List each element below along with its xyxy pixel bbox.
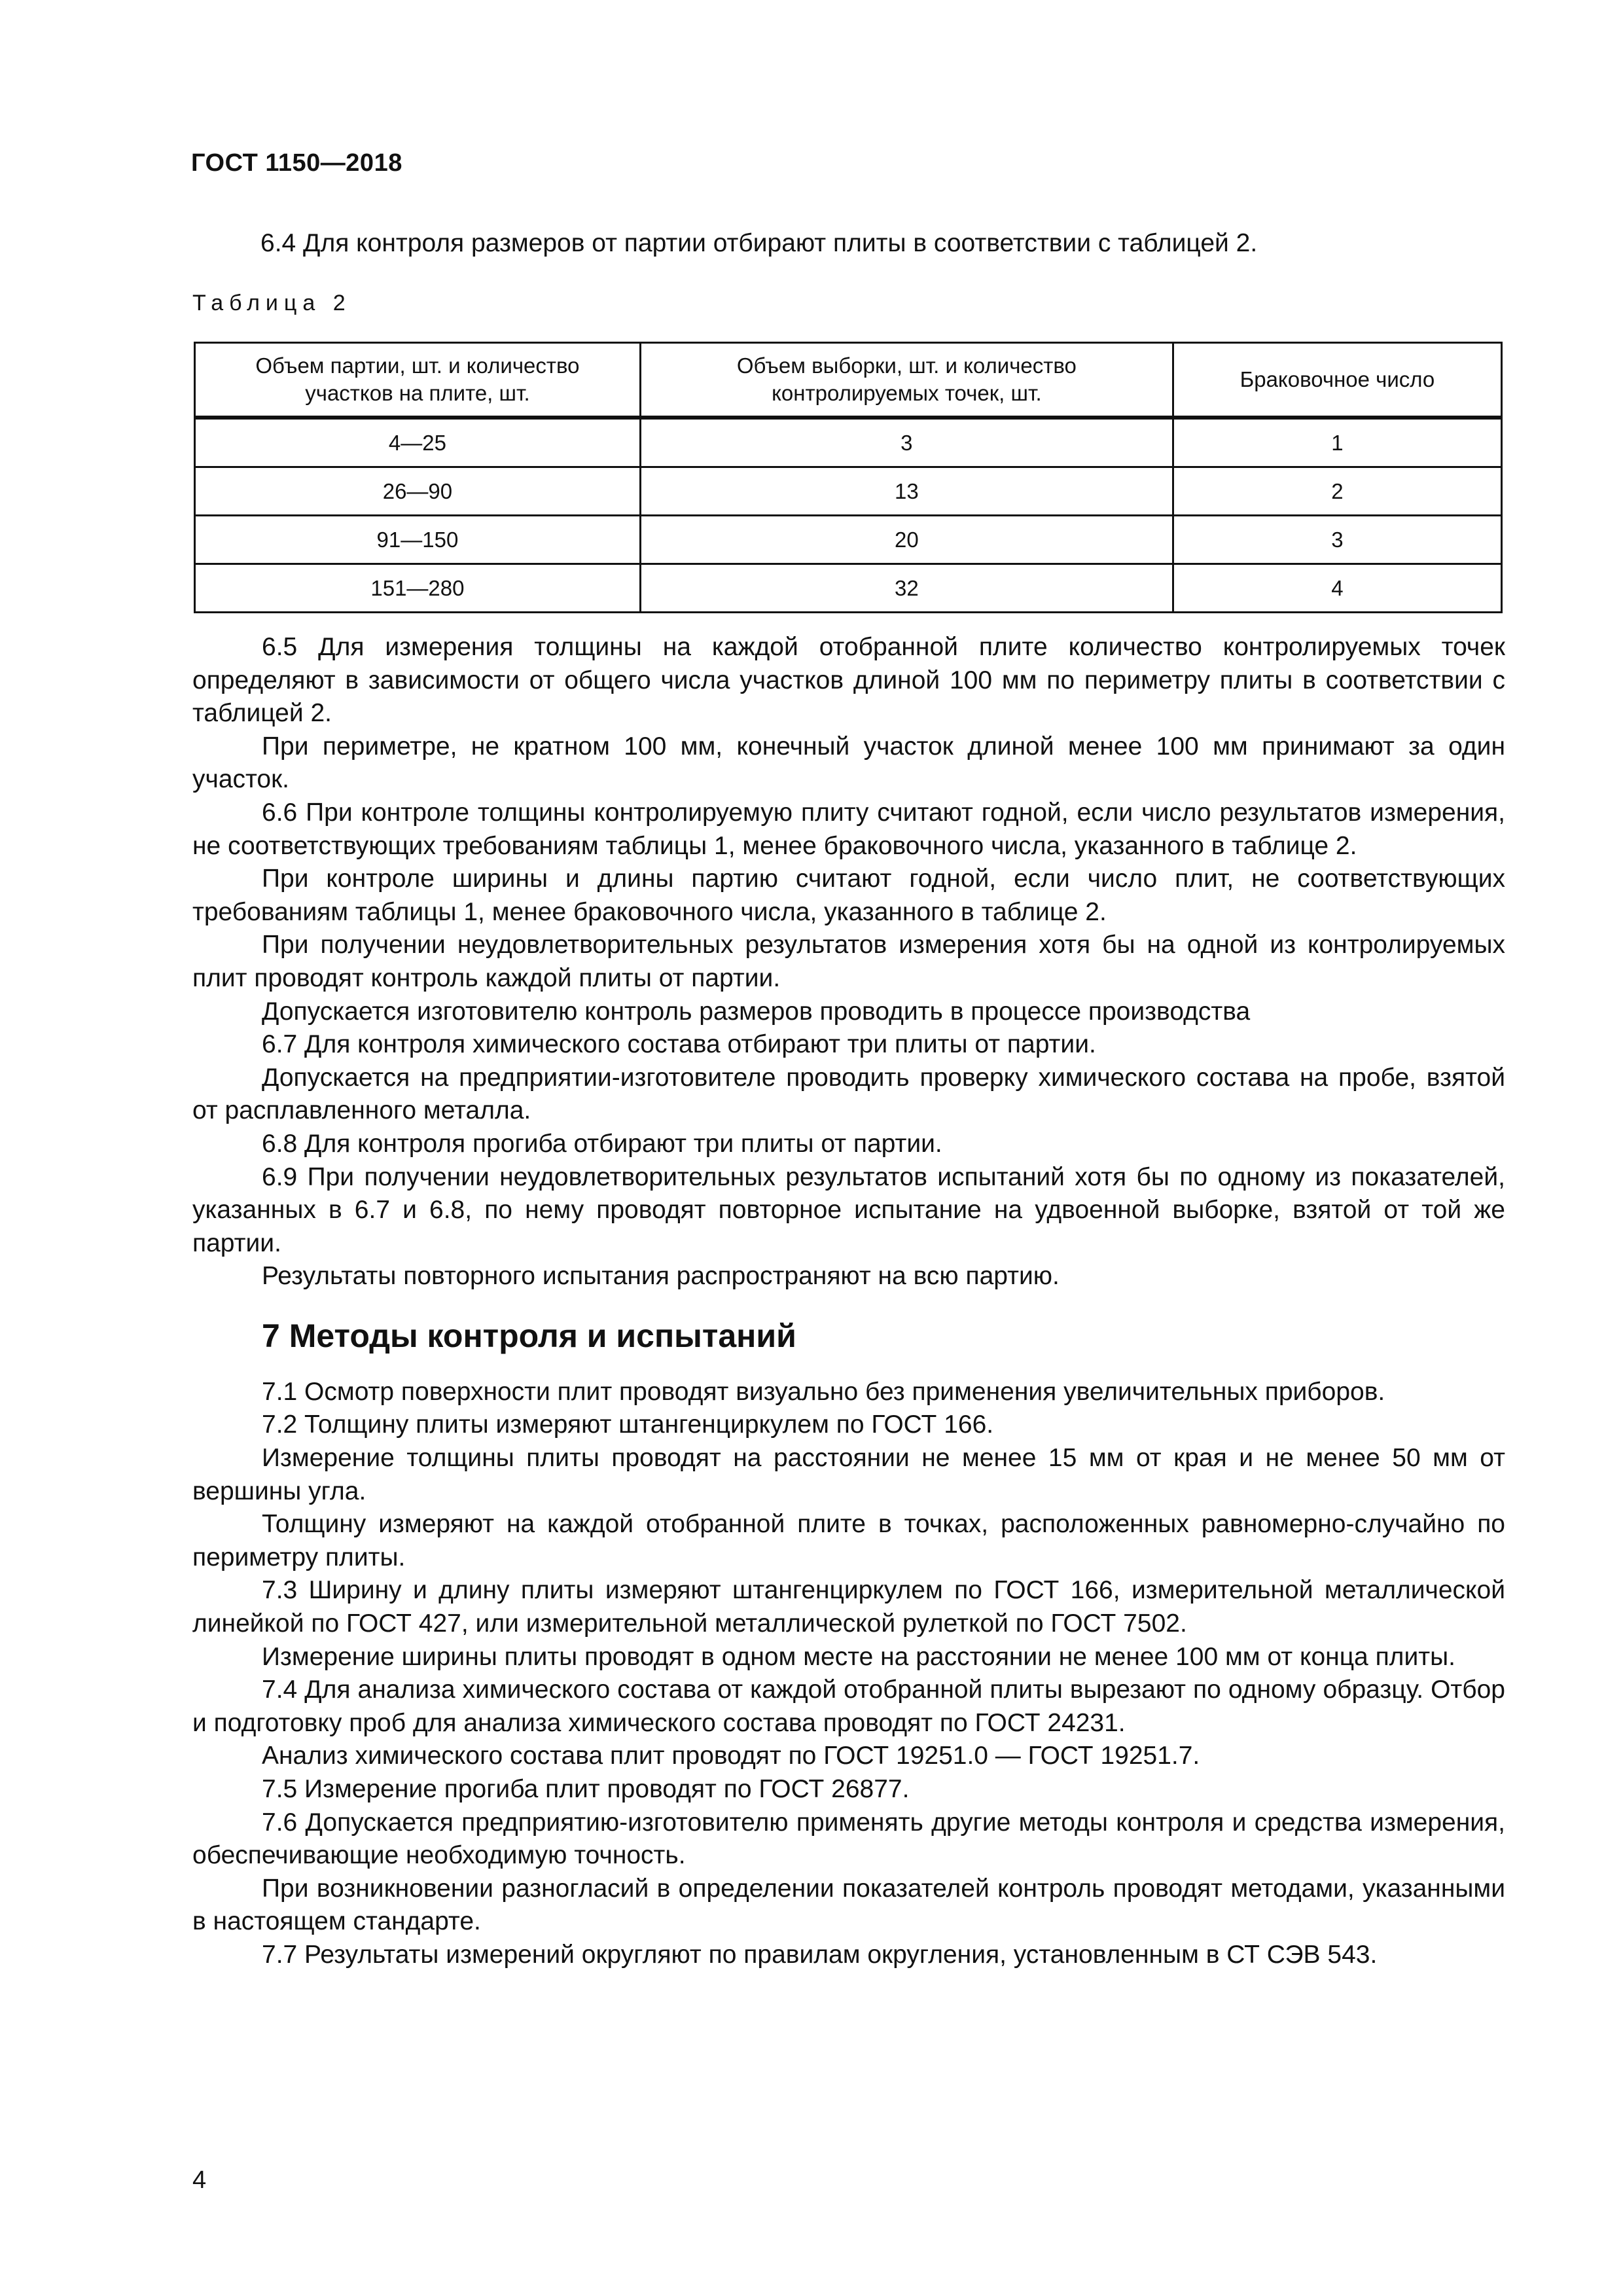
table-cell: 4—25	[195, 418, 641, 467]
table-caption: Таблица 2	[192, 291, 351, 315]
paragraph: 7.5 Измерение прогиба плит проводят по ГОСТ 26877.	[262, 1775, 910, 1803]
paragraph: 7.3 Ширину и длину плиты измеряют штангенциркулем по ГОСТ 166, измерительной металлической линейкой по ГОСТ 427, или измерительной металлической рулеткой по ГОСТ 7502.	[192, 1576, 1505, 1638]
table-row	[195, 564, 1502, 613]
paragraph: Измерение ширины плиты проводят в одном месте на расстоянии не менее 100 мм от конца плиты.	[262, 1642, 1455, 1671]
section-heading: 7 Методы контроля и испытаний	[262, 1317, 796, 1354]
paragraph-6-4: 6.4 Для контроля размеров от партии отбирают плиты в соответствии с таблицей 2.	[260, 229, 1258, 257]
table-cell: 91—150	[195, 516, 641, 564]
table-row	[195, 516, 1502, 564]
table-row	[195, 467, 1502, 516]
table-header-cell: Браковочное число	[1173, 343, 1501, 418]
paragraph: Допускается изготовителю контроль размеров проводить в процессе производства	[262, 997, 1251, 1026]
table-cell: 32	[640, 564, 1173, 613]
paragraph: 6.9 При получении неудовлетворительных результатов испытаний хотя бы по одному из показателей, указанных в 6.7 и 6.8, по нему проводят повторное испытание на удвоенной выборке, взятой от той же партии.	[192, 1162, 1505, 1257]
table-header-cell: Объем выборки, шт. и количество контролируемых точек, шт.	[640, 343, 1173, 418]
document-body	[192, 631, 1505, 1972]
paragraph: 6.5 Для измерения толщины на каждой отобранной плите количество контролируемых точек определяют в зависимости от общего числа участков длиной 100 мм по периметру плиты в соответствии с таблицей 2.	[192, 633, 1505, 728]
paragraph: 7.2 Толщину плиты измеряют штангенциркулем по ГОСТ 166.	[262, 1410, 994, 1439]
paragraph: Допускается на предприятии-изготовителе проводить проверку химического состава на пробе, взятой от расплавленного металла.	[192, 1063, 1505, 1125]
table-cell: 3	[1173, 516, 1501, 564]
table-cell: 20	[640, 516, 1173, 564]
paragraph: 7.7 Результаты измерений округляют по правилам округления, установленным в СТ СЭВ 543.	[262, 1940, 1378, 1969]
paragraph: 7.4 Для анализа химического состава от каждой отобранной плиты вырезают по одному образцу. Отбор и подготовку проб для анализа химического состава проводят по ГОСТ 24231.	[192, 1676, 1505, 1737]
table-row	[195, 418, 1502, 467]
paragraph: При периметре, не кратном 100 мм, конечный участок длиной менее 100 мм принимают за один участок.	[192, 732, 1505, 794]
paragraph: 6.6 При контроле толщины контролируемую плиту считают годной, если число результатов измерения, не соответствующих требованиям таблицы 1, менее браковочного числа, указанного в таблице 2.	[192, 798, 1505, 860]
table-2	[194, 342, 1503, 613]
table-header-row	[195, 343, 1502, 418]
paragraph: Анализ химического состава плит проводят по ГОСТ 19251.0 — ГОСТ 19251.7.	[262, 1742, 1200, 1770]
paragraph: При получении неудовлетворительных результатов измерения хотя бы на одной из контролируемых плит проводят контроль каждой плиты от партии.	[192, 931, 1505, 992]
paragraph: При контроле ширины и длины партию считают годной, если число плит, не соответствующих требованиям таблицы 1, менее браковочного числа, указанного в таблице 2.	[192, 865, 1505, 926]
table-header-cell: Объем партии, шт. и количество участков на плите, шт.	[195, 343, 641, 418]
paragraph: При возникновении разногласий в определении показателей контроль проводят методами, указанными в настоящем стандарте.	[192, 1874, 1505, 1936]
paragraph: 7.1 Осмотр поверхности плит проводят визуально без применения увеличительных приборов.	[262, 1377, 1385, 1406]
table-cell: 13	[640, 467, 1173, 516]
page-number: 4	[192, 2166, 207, 2194]
paragraph: Толщину измеряют на каждой отобранной плите в точках, расположенных равномерно-случайно по периметру плиты.	[192, 1510, 1505, 1571]
paragraph: 7.6 Допускается предприятию-изготовителю применять другие методы контроля и средства измерения, обеспечивающие необходимую точность.	[192, 1808, 1505, 1870]
document-header: ГОСТ 1150—2018	[191, 149, 402, 177]
table-cell: 2	[1173, 467, 1501, 516]
table-cell: 3	[640, 418, 1173, 467]
table-cell: 151—280	[195, 564, 641, 613]
paragraph: 6.8 Для контроля прогиба отбирают три плиты от партии.	[262, 1129, 942, 1158]
paragraph: Результаты повторного испытания распространяют на всю партию.	[262, 1262, 1060, 1291]
paragraph: Измерение толщины плиты проводят на расстоянии не менее 15 мм от края и не менее 50 мм от вершины угла.	[192, 1444, 1505, 1505]
table-cell: 26—90	[195, 467, 641, 516]
table-cell: 1	[1173, 418, 1501, 467]
paragraph: 6.7 Для контроля химического состава отбирают три плиты от партии.	[262, 1030, 1096, 1059]
table-cell: 4	[1173, 564, 1501, 613]
